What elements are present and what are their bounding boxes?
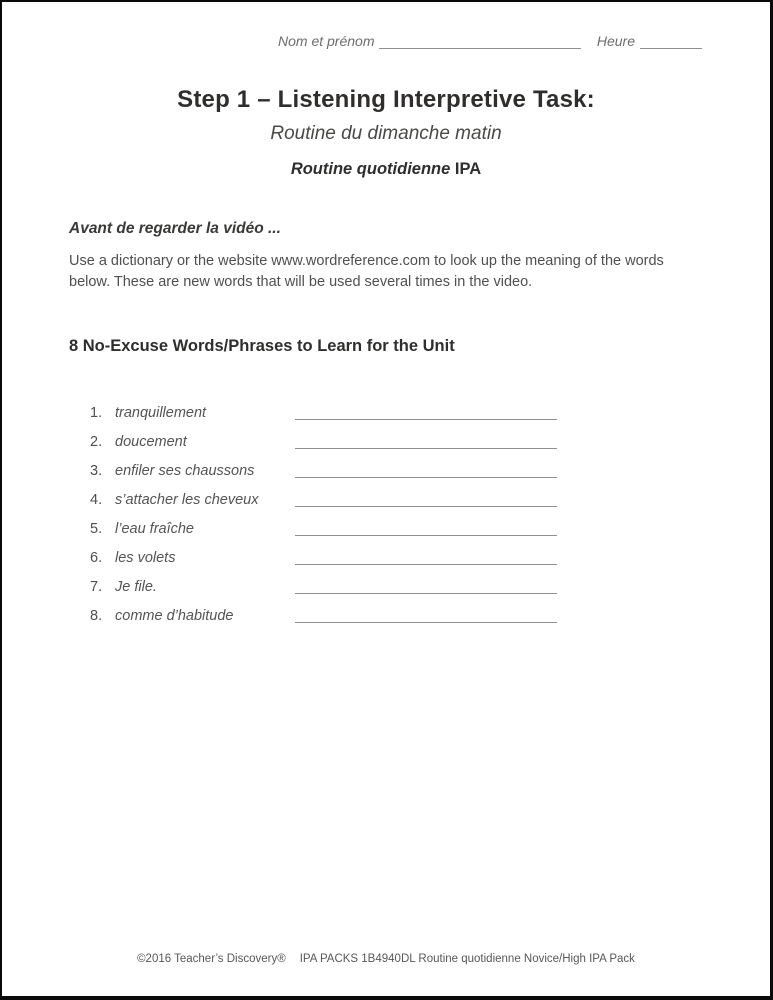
- vocab-row: [90, 608, 704, 624]
- name-label: Nom et prénom: [278, 33, 375, 49]
- ipa-subtitle: [2, 160, 770, 179]
- vocab-term: Je file.: [115, 579, 157, 596]
- vocab-answer-blank: [295, 477, 557, 478]
- instructions-paragraph: Use a dictionary or the website www.wordreference.com to look up the meaning of the words below. These are new words that will be used several times in the video.: [69, 253, 664, 291]
- vocab-answer-blank: [295, 564, 557, 565]
- vocab-number: 8.: [90, 608, 103, 625]
- vocab-term: l’eau fraîche: [115, 521, 194, 538]
- vocab-term: s’attacher les cheveux: [115, 492, 259, 509]
- vocab-number: 7.: [90, 579, 103, 596]
- vocab-row: [90, 434, 704, 450]
- footer-product-info: IPA PACKS 1B4940DL Routine quotidienne Novice/High IPA Pack: [299, 953, 635, 965]
- content-area: [69, 220, 704, 624]
- vocab-answer-blank: [295, 506, 557, 507]
- vocab-term: comme d’habitude: [115, 608, 234, 625]
- vocab-list: [90, 405, 704, 624]
- footer: [2, 953, 770, 965]
- vocab-number: 5.: [90, 521, 103, 538]
- ipa-subtitle-french: Routine quotidienne: [290, 160, 451, 178]
- heure-blank-line: [640, 48, 702, 49]
- vocab-answer-blank: [295, 448, 557, 449]
- name-blank-line: [379, 48, 580, 49]
- page-title: Step 1 – Listening Interpretive Task:: [177, 86, 595, 113]
- section-heading: Avant de regarder la vidéo ...: [69, 220, 281, 237]
- page-subtitle: Routine du dimanche matin: [270, 123, 502, 144]
- vocab-row: [90, 463, 704, 479]
- vocab-number: 4.: [90, 492, 103, 509]
- vocab-row: [90, 579, 704, 595]
- vocab-row: [90, 550, 704, 566]
- vocab-row: [90, 521, 704, 537]
- vocab-number: 3.: [90, 463, 103, 480]
- vocab-answer-blank: [295, 593, 557, 594]
- vocab-row: [90, 492, 704, 508]
- vocab-term: doucement: [115, 434, 187, 451]
- vocab-number: 6.: [90, 550, 103, 567]
- vocab-list-heading: 8 No-Excuse Words/Phrases to Learn for the Unit: [69, 337, 455, 356]
- footer-copyright: ©2016 Teacher’s Discovery®: [137, 953, 286, 965]
- ipa-subtitle-suffix: IPA: [450, 160, 482, 178]
- vocab-answer-blank: [295, 535, 557, 536]
- vocab-term: tranquillement: [115, 405, 207, 422]
- vocab-term: les volets: [115, 550, 176, 567]
- vocab-answer-blank: [295, 419, 557, 420]
- heure-label: Heure: [596, 33, 635, 49]
- vocab-term: enfiler ses chaussons: [115, 463, 255, 480]
- vocab-answer-blank: [295, 622, 557, 623]
- vocab-number: 1.: [90, 405, 103, 422]
- vocab-number: 2.: [90, 434, 103, 451]
- vocab-row: [90, 405, 704, 421]
- name-heure-header: [278, 33, 702, 49]
